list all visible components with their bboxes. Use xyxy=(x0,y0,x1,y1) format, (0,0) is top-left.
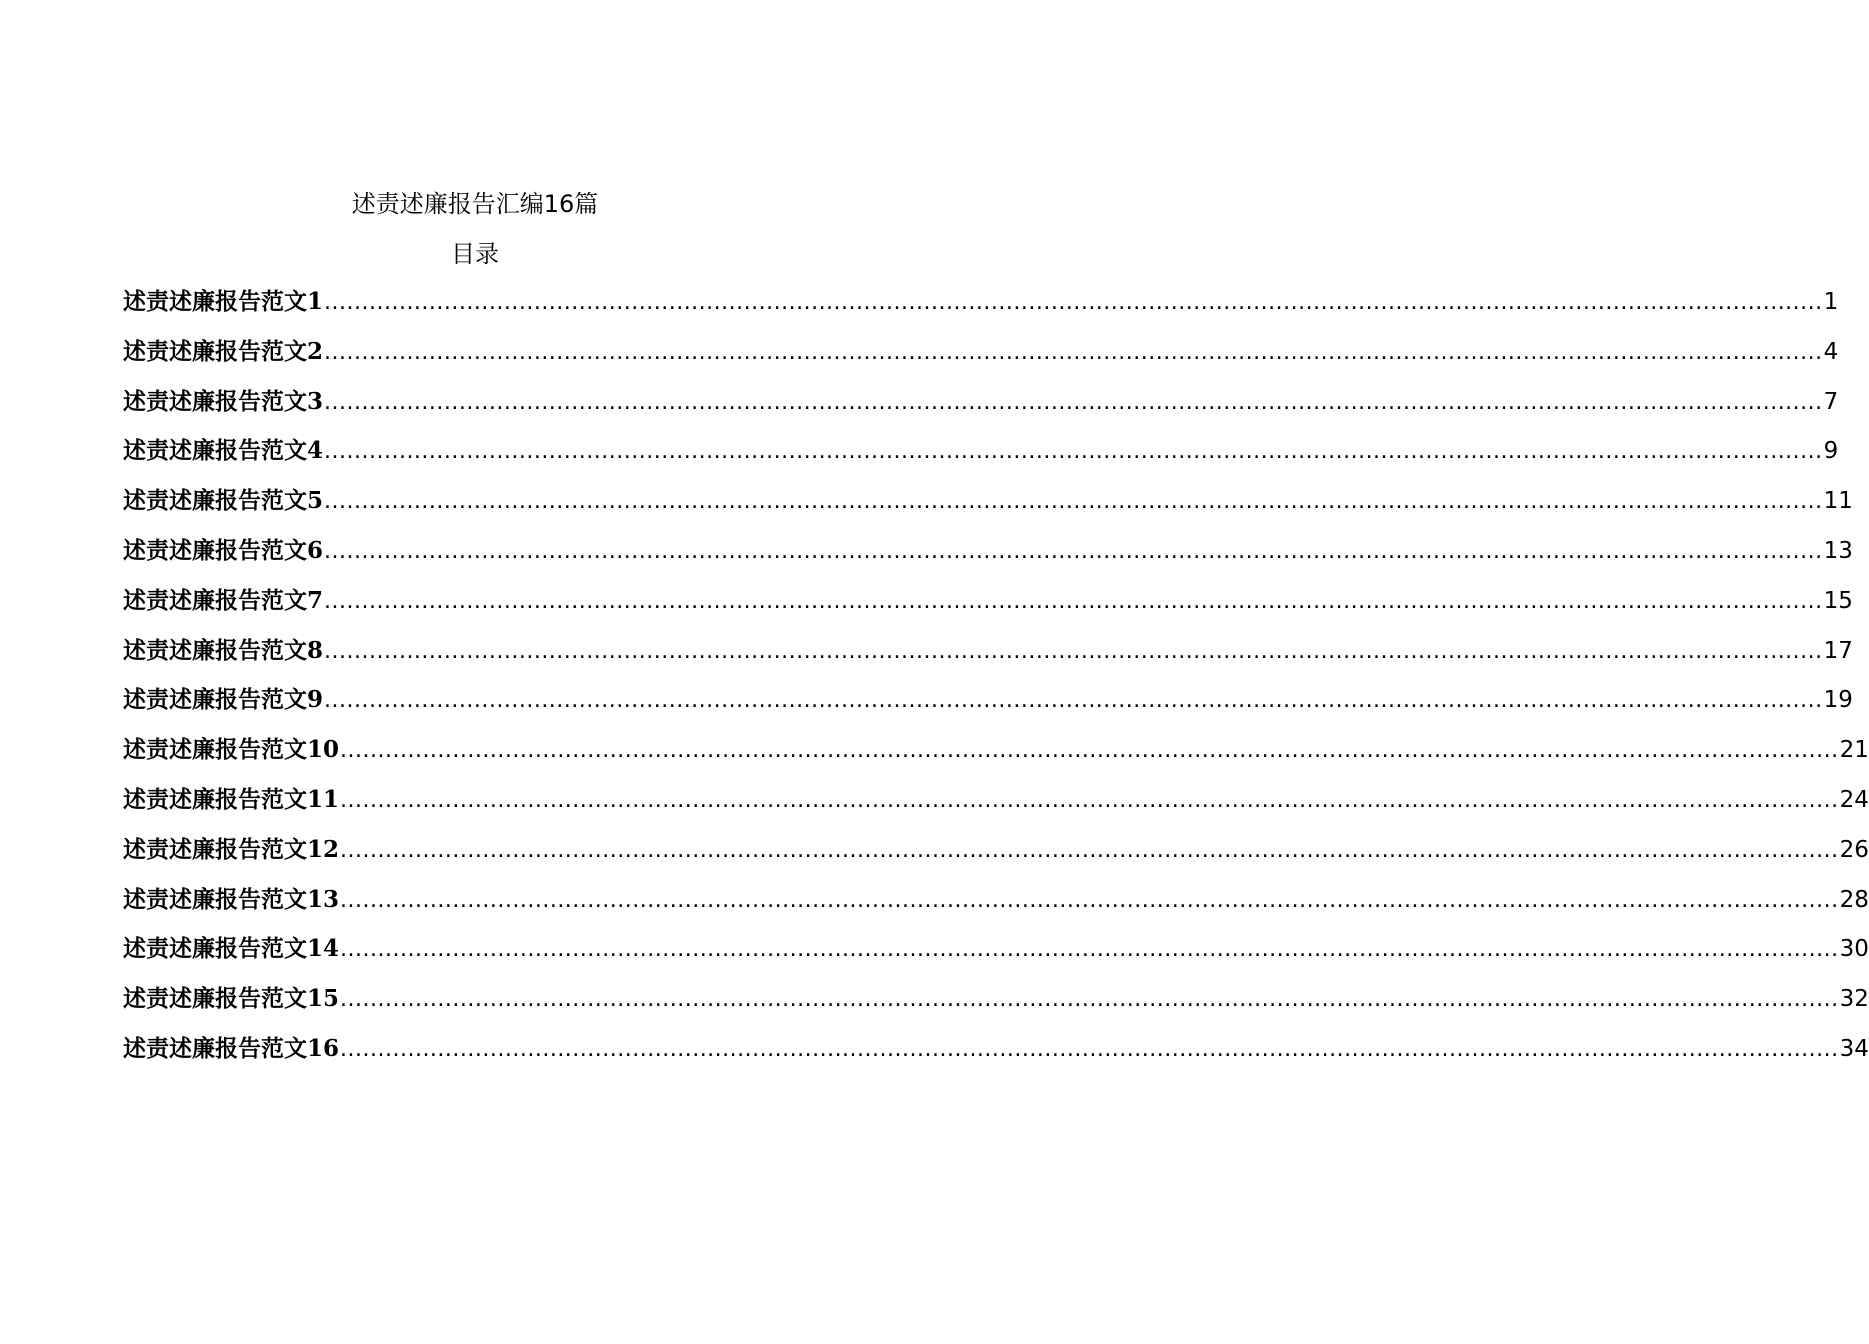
toc-entry-label: 述责述廉报告范文15 xyxy=(123,985,340,1013)
toc-dot-leader: ........................................................................................................................................................................................................ xyxy=(340,1036,1839,1062)
toc-entry-page-number: 28 xyxy=(1839,886,1869,913)
document-title: 述责述廉报告汇编16篇 xyxy=(351,190,599,218)
toc-entry[interactable] xyxy=(123,682,1853,732)
toc-entry[interactable] xyxy=(123,384,1839,434)
toc-entry-label: 述责述廉报告范文2 xyxy=(123,337,324,365)
toc-entry-label: 述责述廉报告范文12 xyxy=(123,835,340,863)
toc-entry[interactable] xyxy=(123,882,1869,932)
toc-entry-page-number: 11 xyxy=(1823,488,1853,515)
toc-entry-label: 述责述廉报告范文11 xyxy=(123,785,340,813)
toc-dot-leader: ........................................................................................................................................................................................................ xyxy=(324,389,1823,415)
toc-dot-leader: ........................................................................................................................................................................................................ xyxy=(324,688,1823,714)
toc-heading: 目录 xyxy=(451,240,499,268)
toc-entry[interactable] xyxy=(123,533,1853,583)
toc-entry[interactable] xyxy=(123,633,1853,683)
toc-entry[interactable] xyxy=(123,1031,1869,1081)
toc-entry[interactable] xyxy=(123,284,1839,334)
toc-dot-leader: ........................................................................................................................................................................................................ xyxy=(340,987,1839,1013)
toc-entry[interactable] xyxy=(123,334,1839,384)
toc-entry-page-number: 9 xyxy=(1823,438,1839,465)
toc-entry-label: 述责述廉报告范文9 xyxy=(123,686,324,714)
toc-entry-page-number: 26 xyxy=(1839,836,1869,863)
toc-entry-label: 述责述廉报告范文1 xyxy=(123,288,324,315)
toc-dot-leader: ........................................................................................................................................................................................................ xyxy=(340,937,1839,963)
toc-entry-page-number: 15 xyxy=(1823,587,1853,614)
table-of-contents xyxy=(123,284,1869,1081)
toc-entry-page-number: 21 xyxy=(1839,737,1869,764)
toc-dot-leader: ........................................................................................................................................................................................................ xyxy=(324,489,1823,515)
toc-entry-page-number: 34 xyxy=(1839,1035,1869,1062)
toc-entry-label: 述责述廉报告范文8 xyxy=(123,636,324,664)
toc-entry[interactable] xyxy=(123,782,1869,832)
toc-dot-leader: ........................................................................................................................................................................................................ xyxy=(324,638,1823,664)
toc-entry-label: 述责述廉报告范文14 xyxy=(123,935,340,963)
toc-entry[interactable] xyxy=(123,832,1869,882)
toc-dot-leader: ........................................................................................................................................................................................................ xyxy=(324,339,1823,365)
toc-dot-leader: ........................................................................................................................................................................................................ xyxy=(340,738,1839,764)
toc-entry-label: 述责述廉报告范文4 xyxy=(123,437,324,465)
toc-entry-page-number: 19 xyxy=(1823,687,1853,714)
toc-entry-page-number: 4 xyxy=(1823,338,1839,365)
toc-entry-page-number: 32 xyxy=(1839,986,1869,1013)
toc-dot-leader: ........................................................................................................................................................................................................ xyxy=(340,837,1839,863)
toc-entry-label: 述责述廉报告范文13 xyxy=(123,885,340,913)
toc-entry[interactable] xyxy=(123,433,1839,483)
toc-entry-label: 述责述廉报告范文5 xyxy=(123,487,324,515)
toc-entry[interactable] xyxy=(123,583,1853,633)
toc-entry-page-number: 13 xyxy=(1823,537,1853,564)
toc-entry-label: 述责述廉报告范文6 xyxy=(123,536,324,564)
toc-entry-page-number: 24 xyxy=(1839,786,1869,813)
toc-entry-label: 述责述廉报告范文10 xyxy=(123,736,340,764)
toc-entry-page-number: 7 xyxy=(1823,388,1839,415)
toc-entry[interactable] xyxy=(123,981,1869,1031)
toc-dot-leader: ........................................................................................................................................................................................................ xyxy=(324,538,1823,564)
toc-entry-label: 述责述廉报告范文3 xyxy=(123,387,324,415)
toc-dot-leader: ........................................................................................................................................................................................................ xyxy=(340,787,1839,813)
toc-entry-label: 述责述廉报告范文7 xyxy=(123,586,324,614)
toc-entry[interactable] xyxy=(123,483,1853,533)
toc-dot-leader: ........................................................................................................................................................................................................ xyxy=(324,439,1823,465)
toc-entry[interactable] xyxy=(123,732,1869,782)
toc-dot-leader: ........................................................................................................................................................................................................ xyxy=(324,290,1823,315)
toc-entry-page-number: 17 xyxy=(1823,637,1853,664)
toc-dot-leader: ........................................................................................................................................................................................................ xyxy=(340,887,1839,913)
toc-entry-page-number: 30 xyxy=(1839,936,1869,963)
toc-entry[interactable] xyxy=(123,931,1869,981)
toc-entry-page-number: 1 xyxy=(1823,289,1839,315)
toc-entry-label: 述责述廉报告范文16 xyxy=(123,1034,340,1062)
toc-dot-leader: ........................................................................................................................................................................................................ xyxy=(324,588,1823,614)
